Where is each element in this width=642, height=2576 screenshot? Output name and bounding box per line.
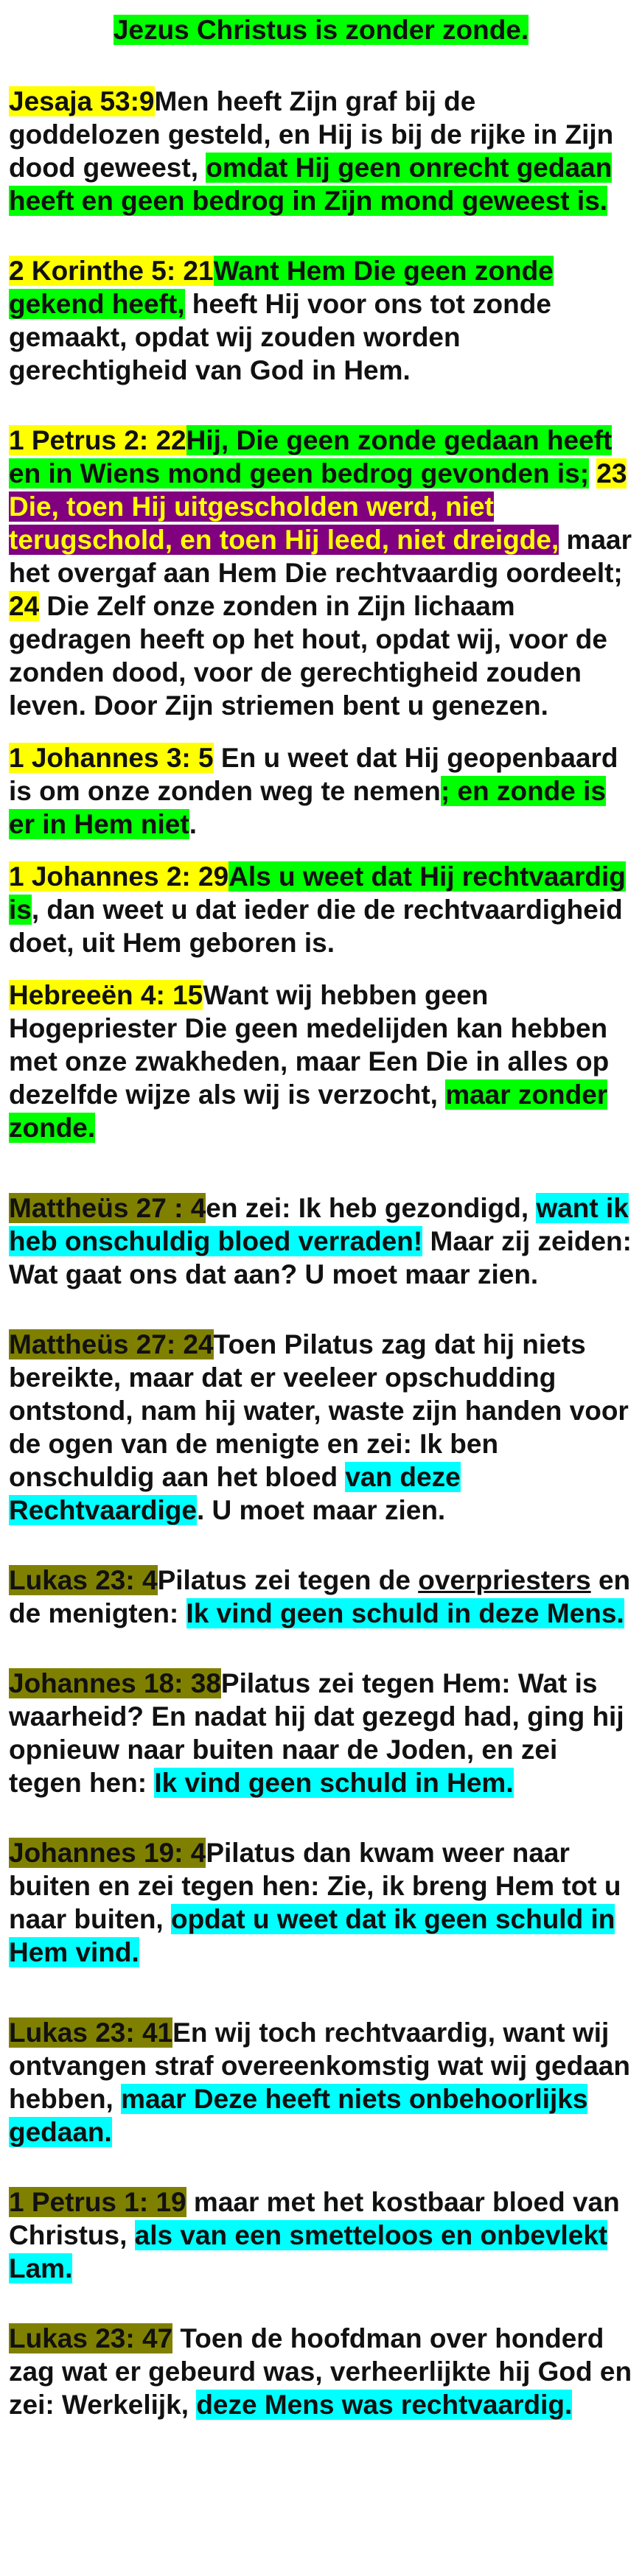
- verse-text: maar zonder zonde.: [9, 1079, 608, 1143]
- verse-text: Pilatus zei tegen Hem: Wat is waarheid? En nadat hij dat gezegd had, ging hij opnieuw naar buiten naar de Joden, en zei tegen hen:: [9, 1668, 624, 1798]
- verse-paragraph: [9, 2185, 633, 2285]
- verse-text: , dan weet u dat ieder die de rechtvaardigheid doet, uit Hem geboren is.: [9, 895, 623, 958]
- verse-reference: Mattheüs 27 : 4: [9, 1193, 206, 1223]
- verse-reference: Johannes 19: 4: [9, 1838, 206, 1868]
- verse-paragraph: [9, 1564, 633, 1630]
- verse-text: opdat u weet dat ik geen schuld in Hem vind.: [9, 1904, 615, 1967]
- title-wrap: [9, 13, 633, 46]
- verse-paragraph: [9, 254, 633, 387]
- verse-text: Ik vind geen schuld in Hem.: [154, 1768, 514, 1798]
- verse-text: en zei: Ik heb gezondigd,: [206, 1193, 537, 1223]
- verse-paragraph: [9, 1836, 633, 1969]
- verse-paragraph: [9, 979, 633, 1144]
- verse-text: Maar zij zeiden: Wat gaat ons dat aan? U moet maar zien.: [9, 1226, 632, 1289]
- verse-text: 24: [9, 591, 40, 621]
- verse-text: . U moet maar zien.: [197, 1495, 446, 1525]
- verse-reference: 1 Petrus 2: 22: [9, 425, 186, 455]
- verse-reference: Jesaja 53:9: [9, 86, 155, 116]
- verse-text: Die Zelf onze zonden in Zijn lichaam gedragen heeft op het hout, opdat wij, voor de zonden dood, voor de gerechtigheid zouden leven. Door Zijn striemen bent u genezen.: [9, 591, 607, 721]
- verse-reference: Lukas 23: 47: [9, 2323, 173, 2353]
- verse-text: Men heeft Zijn graf bij de goddelozen gesteld, en Hij is bij de rijke in Zijn dood geweest,: [9, 86, 614, 183]
- verse-text: En wij toch rechtvaardig, want wij ontvangen straf overeenkomstig wat wij gedaan hebben,: [9, 2017, 630, 2114]
- verse-paragraph: [9, 424, 633, 722]
- verse-text: Pilatus zei tegen de: [157, 1565, 419, 1595]
- verse-reference: 1 Petrus 1: 19: [9, 2187, 186, 2217]
- verse-text: heeft Hij voor ons tot zonde gemaakt, opdat wij zouden worden gerechtigheid van God in Hem.: [9, 289, 551, 385]
- verse-text: Als u weet dat Hij rechtvaardig is: [9, 861, 626, 925]
- verse-text: overpriesters: [418, 1565, 591, 1595]
- verse-text: Ik vind geen schuld in deze Mens.: [186, 1598, 624, 1628]
- verse-text: Die, toen Hij uitgescholden werd, niet terugschold, en toen Hij leed, niet dreigde,: [9, 491, 559, 555]
- verse-text: omdat Hij geen onrecht gedaan heeft en geen bedrog in Zijn mond geweest is.: [9, 153, 613, 216]
- verse-text: 23: [596, 458, 627, 489]
- verse-reference: Lukas 23: 41: [9, 2017, 173, 2048]
- verse-text: deze Mens was rechtvaardig.: [196, 2390, 573, 2420]
- verse-paragraph: [9, 1191, 633, 1291]
- verse-reference: 2 Korinthe 5: 21: [9, 256, 214, 286]
- verse-text: maar Deze heeft niets onbehoorlijks gedaan.: [9, 2084, 588, 2147]
- verse-text: ; en zonde is er in Hem niet: [9, 776, 606, 839]
- verse-text: van deze Rechtvaardige: [9, 1462, 461, 1525]
- verse-text: .: [189, 809, 197, 839]
- verse-paragraph: [9, 2322, 633, 2421]
- verse-text: Toen de hoofdman over honderd zag wat er gebeurd was, verheerlijkte hij God en zei: Werkelijk,: [9, 2323, 632, 2420]
- verse-reference: Johannes 18: 38: [9, 1668, 221, 1698]
- verse-paragraph: [9, 1328, 633, 1527]
- verse-text: als van een smetteloos en onbevlekt Lam.: [9, 2220, 608, 2283]
- verse-reference: Lukas 23: 4: [9, 1565, 158, 1595]
- verse-text: Toen Pilatus zag dat hij niets bereikte, maar dat er veeleer opschudding ontstond, nam hij water, waste zijn handen voor de ogen van de menigte en zei: Ik ben onschuldig aan het bloed: [9, 1329, 629, 1492]
- verse-paragraph: [9, 1667, 633, 1799]
- verse-list: [9, 85, 633, 2421]
- verse-text: want ik heb onschuldig bloed verraden!: [9, 1193, 629, 1256]
- verse-text: maar het overgaf aan Hem Die rechtvaardig oordeelt;: [9, 525, 632, 588]
- verse-paragraph: [9, 741, 633, 841]
- page-title: Jezus Christus is zonder zonde.: [113, 15, 529, 45]
- verse-paragraph: [9, 2016, 633, 2149]
- verse-reference: Mattheüs 27: 24: [9, 1329, 214, 1359]
- verse-text: Pilatus dan kwam weer naar buiten en zei tegen hen: Zie, ik breng Hem tot u naar buiten,: [9, 1838, 621, 1934]
- verse-text: Hij, Die geen zonde gedaan heeft en in Wiens mond geen bedrog gevonden is;: [9, 425, 613, 489]
- verse-text: Want wij hebben geen Hogepriester Die geen medelijden kan hebben met onze zwakheden, maar Een Die in alles op dezelfde wijze als wij is verzocht,: [9, 980, 610, 1110]
- verse-paragraph: [9, 860, 633, 959]
- verse-text: [589, 458, 596, 489]
- verse-paragraph: [9, 85, 633, 217]
- verse-text: en de menigten:: [9, 1565, 631, 1628]
- verse-text: Want Hem Die geen zonde gekend heeft,: [9, 256, 554, 319]
- verse-text: maar met het kostbaar bloed van Christus,: [9, 2187, 620, 2250]
- verse-reference: 1 Johannes 2: 29: [9, 861, 229, 892]
- verse-reference: 1 Johannes 3: 5: [9, 743, 214, 773]
- verse-text: En u weet dat Hij geopenbaard is om onze zonden weg te nemen: [9, 743, 618, 806]
- verse-reference: Hebreeën 4: 15: [9, 980, 203, 1010]
